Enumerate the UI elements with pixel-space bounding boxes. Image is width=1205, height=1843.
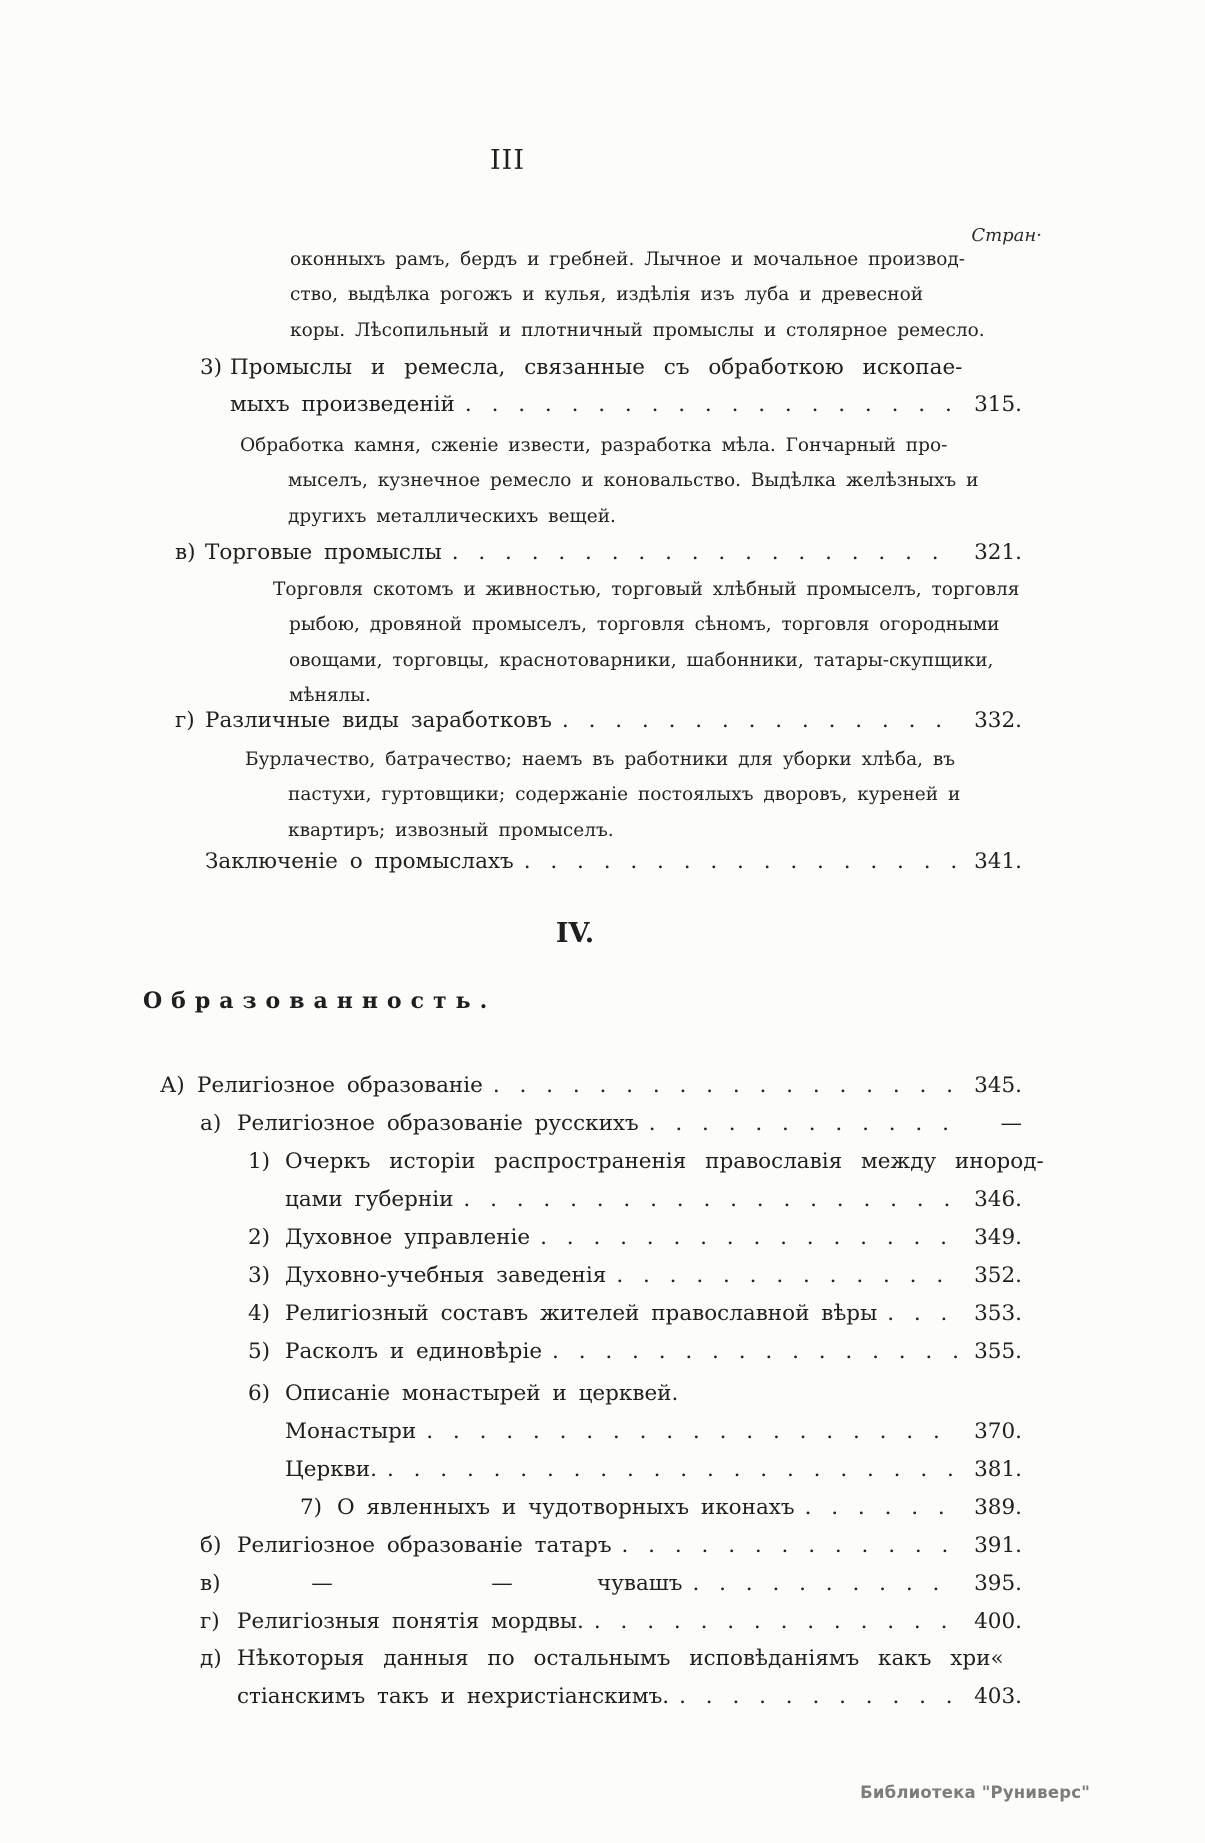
entry-label: Духовно-учебныя заведенія bbox=[285, 1263, 607, 1288]
entry-marker: д) bbox=[200, 1646, 222, 1671]
toc-entry-orthodoxy-history-line1 bbox=[248, 1149, 1044, 1174]
toc-note bbox=[245, 742, 960, 848]
entry-marker: 3) bbox=[200, 355, 223, 380]
dot-leader bbox=[493, 1073, 958, 1098]
dot-leader bbox=[594, 1609, 958, 1634]
toc-note bbox=[290, 242, 985, 348]
dot-leader bbox=[692, 1571, 958, 1596]
dot-leader bbox=[805, 1495, 958, 1520]
entry-page-number: 403. bbox=[974, 1684, 1022, 1709]
entry-label: Монастыри bbox=[285, 1419, 417, 1444]
toc-entry-other-faiths-line2 bbox=[237, 1684, 1022, 1709]
toc-entry-icons bbox=[300, 1495, 1022, 1520]
entry-label: Расколъ и единовѣріе bbox=[285, 1339, 543, 1364]
toc-entry-tatars bbox=[200, 1533, 1022, 1558]
toc-entry-monasteries bbox=[285, 1419, 1022, 1444]
entry-page-number: 381. bbox=[974, 1457, 1022, 1482]
entry-label: Религіозный составъ жителей православной вѣры bbox=[285, 1301, 878, 1326]
toc-entry-orthodoxy-history-line2 bbox=[285, 1187, 1022, 1212]
entry-page-number: 332. bbox=[974, 708, 1022, 733]
entry-page-number: 400. bbox=[974, 1609, 1022, 1634]
library-watermark: Библиотека "Руниверс" bbox=[860, 1783, 1090, 1802]
toc-entry-schools bbox=[248, 1263, 1022, 1288]
entry-label: Религіозное образованіе татаръ bbox=[237, 1533, 612, 1558]
dot-leader bbox=[426, 1419, 958, 1444]
toc-note bbox=[273, 572, 1019, 714]
chapter-number: IV. bbox=[555, 918, 595, 949]
toc-entry-mining-line2 bbox=[230, 392, 1022, 417]
toc-entry-mining-line1 bbox=[200, 355, 962, 380]
toc-entry-earnings bbox=[175, 708, 1022, 733]
ditto-dash: — bbox=[491, 1571, 513, 1596]
entry-label: Религіозное образованіе bbox=[197, 1073, 483, 1098]
entry-marker: 3) bbox=[248, 1263, 271, 1288]
entry-marker: г) bbox=[175, 708, 195, 733]
entry-label: Церкви. bbox=[285, 1457, 377, 1482]
entry-marker: 1) bbox=[248, 1149, 271, 1174]
toc-entry-religious-edu bbox=[160, 1073, 1022, 1098]
toc-entry-spiritual-admin bbox=[248, 1225, 1022, 1250]
page-number: III bbox=[490, 145, 525, 176]
note-line: другихъ металлическихъ вещей. bbox=[288, 505, 616, 527]
chapter-title: Образованность. bbox=[143, 988, 497, 1014]
entry-page-number: — bbox=[1000, 1111, 1022, 1136]
dot-leader bbox=[616, 1263, 958, 1288]
entry-label: О явленныхъ и чудотворныхъ иконахъ bbox=[337, 1495, 795, 1520]
entry-label: Торговые промыслы bbox=[205, 540, 442, 565]
entry-marker: 4) bbox=[248, 1301, 271, 1326]
dot-leader bbox=[679, 1684, 958, 1709]
entry-label: цами губерніи bbox=[285, 1187, 454, 1212]
entry-marker: 5) bbox=[248, 1339, 271, 1364]
note-line: Бурлачество, батрачество; наемъ въ работники для уборки хлѣба, въ bbox=[245, 749, 956, 770]
entry-label: стіанскимъ такъ и нехристіанскимъ. bbox=[237, 1684, 670, 1709]
toc-entry-trade bbox=[175, 540, 1022, 565]
dot-leader bbox=[465, 392, 958, 417]
note-line: оконныхъ рамъ, бердъ и гребней. Лычное и мочальное производ- bbox=[290, 249, 966, 270]
entry-label: Нѣкоторыя данныя по остальнымъ исповѣданіямъ какъ хри« bbox=[237, 1646, 1004, 1671]
entry-page-number: 352. bbox=[974, 1263, 1022, 1288]
entry-label: Описаніе монастырей и церквей. bbox=[285, 1381, 679, 1406]
entry-page-number: 355. bbox=[974, 1339, 1022, 1364]
entry-page-number: 353. bbox=[974, 1301, 1022, 1326]
toc-entry-monasteries-churches bbox=[248, 1381, 678, 1406]
entry-label: чувашъ bbox=[597, 1571, 683, 1596]
note-line: квартиръ; извозный промыселъ. bbox=[288, 819, 614, 841]
note-line: пастухи, гуртовщики; содержаніе постоялыхъ дворовъ, куреней и bbox=[288, 784, 961, 806]
dot-leader bbox=[452, 540, 958, 565]
entry-page-number: 389. bbox=[974, 1495, 1022, 1520]
toc-entry-schism bbox=[248, 1339, 1022, 1364]
toc-entry-conclusion bbox=[205, 849, 1022, 874]
entry-label: Промыслы и ремесла, связанные съ обработкою ископае- bbox=[230, 355, 963, 380]
entry-page-number: 341. bbox=[974, 849, 1022, 874]
toc-entry-churches bbox=[285, 1457, 1022, 1482]
entry-marker: а) bbox=[200, 1111, 222, 1136]
entry-page-number: 315. bbox=[974, 392, 1022, 417]
entry-label: Различные виды заработковъ bbox=[205, 708, 552, 733]
note-line: рыбою, дровяной промыселъ, торговля сѣномъ, торговля огородными bbox=[289, 614, 1000, 636]
entry-page-number: 370. bbox=[974, 1419, 1022, 1444]
toc-entry-mordva bbox=[200, 1609, 1022, 1634]
note-line: Обработка камня, сженіе извести, разработка мѣла. Гончарный про- bbox=[240, 435, 948, 456]
note-line: ство, выдѣлка рогожъ и кулья, издѣлія изъ луба и древесной bbox=[290, 284, 924, 306]
dot-leader bbox=[622, 1533, 958, 1558]
dot-leader bbox=[463, 1187, 958, 1212]
entry-marker: 6) bbox=[248, 1381, 271, 1406]
entry-page-number: 321. bbox=[974, 540, 1022, 565]
note-line: Торговля скотомъ и живностью, торговый хлѣбный промыселъ, торговля bbox=[273, 579, 1020, 600]
note-line: мѣнялы. bbox=[289, 685, 371, 707]
entry-label: Религіозное образованіе русскихъ bbox=[237, 1111, 639, 1136]
entry-page-number: 395. bbox=[974, 1571, 1022, 1596]
dot-leader bbox=[540, 1225, 958, 1250]
note-line: овощами, торговцы, краснотоварники, шабонники, татары-скупщики, bbox=[289, 649, 994, 671]
dot-leader bbox=[552, 1339, 958, 1364]
toc-entry-other-faiths-line1 bbox=[200, 1646, 1004, 1671]
page-column-header: Стран· bbox=[971, 225, 1042, 246]
toc-entry-orthodox-population bbox=[248, 1301, 1022, 1326]
toc-note bbox=[240, 428, 978, 534]
entry-label: Религіозныя понятія мордвы. bbox=[237, 1609, 584, 1634]
ditto-dash: — bbox=[311, 1571, 333, 1596]
dot-leader bbox=[562, 708, 958, 733]
dot-leader bbox=[887, 1301, 958, 1326]
entry-page-number: 345. bbox=[974, 1073, 1022, 1098]
dot-leader bbox=[649, 1111, 958, 1136]
entry-marker: А) bbox=[160, 1073, 185, 1098]
entry-marker: б) bbox=[200, 1533, 222, 1558]
entry-marker: 2) bbox=[248, 1225, 271, 1250]
entry-label: Очеркъ исторіи распространенія православія между инород- bbox=[285, 1149, 1044, 1174]
note-line: коры. Лѣсопильный и плотничный промыслы и столярное ремесло. bbox=[290, 319, 985, 341]
entry-page-number: 349. bbox=[974, 1225, 1022, 1250]
entry-marker: в) bbox=[175, 540, 196, 565]
entry-marker: в) bbox=[200, 1571, 221, 1596]
toc-entry-russians bbox=[200, 1111, 1022, 1136]
entry-label: Духовное управленіе bbox=[285, 1225, 531, 1250]
entry-marker: 7) bbox=[300, 1495, 323, 1520]
entry-page-number: 346. bbox=[974, 1187, 1022, 1212]
entry-page-number: 391. bbox=[974, 1533, 1022, 1558]
entry-label: Заключеніе о промыслахъ bbox=[205, 849, 514, 874]
dot-leader bbox=[524, 849, 958, 874]
dot-leader bbox=[387, 1457, 958, 1482]
note-line: мыселъ, кузнечное ремесло и коновальство. Выдѣлка желѣзныхъ и bbox=[288, 470, 979, 492]
entry-label: мыхъ произведеній bbox=[230, 392, 455, 417]
toc-entry-chuvash bbox=[200, 1571, 1022, 1596]
entry-marker: г) bbox=[200, 1609, 220, 1634]
